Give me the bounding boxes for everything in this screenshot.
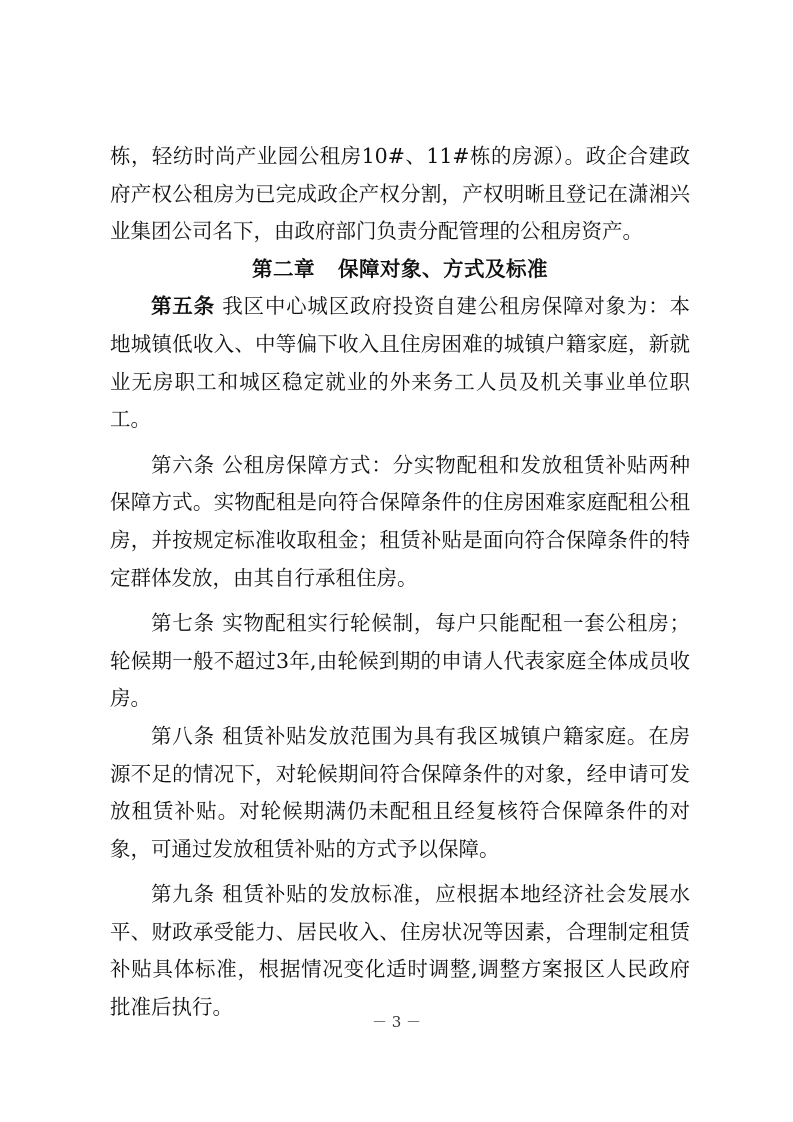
article-5-text: 我区中心城区政府投资自建公租房保障对象为：本地城镇低收入、中等偏下收入且住房困难的城镇户籍家庭，新就业无房职工和城区稳定就业的外来务工人员及机关事业单位职工。	[110, 294, 691, 432]
article-8-text: 租赁补贴发放范围为具有我区城镇户籍家庭。在房源不足的情况下，对轮候期间符合保障条件的对象，经申请可发放租赁补贴。对轮候期满仍未配租且经复核符合保障条件的对象，可通过发放租赁补贴的方式予以保障。	[110, 723, 691, 861]
article-8	[110, 718, 690, 868]
article-7-text: 实物配租实行轮候制，每户只能配租一套公租房；轮候期一般不超过3年,由轮候到期的申请人代表家庭全体成员收房。	[110, 611, 691, 711]
article-7-number: 第七条	[151, 611, 215, 636]
article-5	[110, 288, 690, 438]
article-6	[110, 447, 690, 597]
intro-paragraph: 栋，轻纺时尚产业园公租房10#、11#栋的房源）。政企合建政府产权公租房为已完成政企产权分割，产权明晰且登记在潇湘兴业集团公司名下，由政府部门负责分配管理的公租房资产。	[110, 144, 690, 244]
chapter-title: 第二章 保障对象、方式及标准	[252, 256, 548, 281]
article-5-number: 第五条	[151, 294, 215, 319]
page-number: － 3 －	[371, 1013, 422, 1031]
document-page	[110, 138, 690, 1027]
article-9-text: 租赁补贴的发放标准，应根据本地经济社会发展水平、财政承受能力、居民收入、住房状况等因素，合理制定租赁补贴具体标准，根据情况变化适时调整,调整方案报区人民政府批准后执行。	[110, 882, 691, 1020]
article-6-text: 公租房保障方式：分实物配租和发放租赁补贴两种保障方式。实物配租是向符合保障条件的住房困难家庭配租公租房，并按规定标准收取租金；租赁补贴是面向符合保障条件的特定群体发放，由其自行承租住房。	[110, 452, 691, 590]
article-6-number: 第六条	[151, 452, 215, 477]
article-9	[110, 876, 690, 1026]
article-8-number: 第八条	[151, 723, 215, 748]
article-7	[110, 605, 690, 718]
article-9-number: 第九条	[151, 882, 215, 907]
